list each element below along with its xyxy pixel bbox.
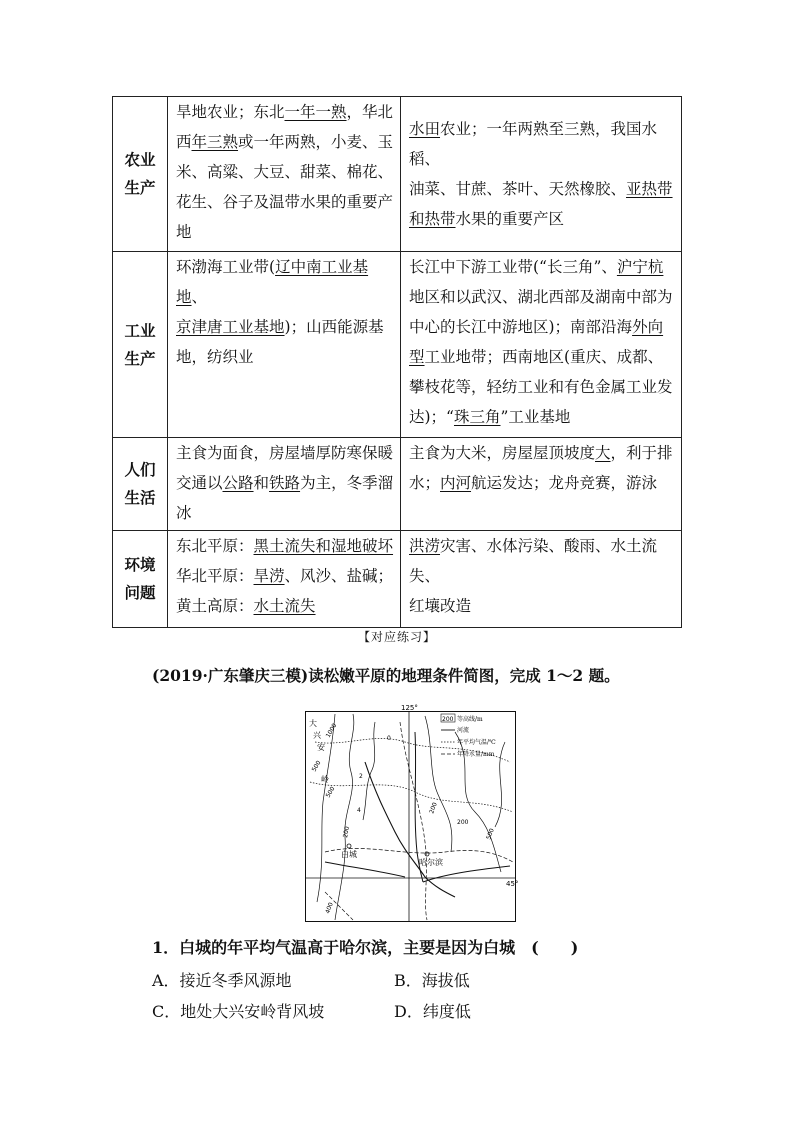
north-cell (168, 252, 401, 438)
text-segment: 水； (409, 474, 441, 492)
cell-line (176, 217, 394, 247)
intro-text: (2019·广东肇庆三模)读松嫩平原的地理条件简图，完成 1～2 题。 (152, 666, 620, 685)
underlined-term: 铁路 (269, 474, 301, 492)
text-segment: 交通以 (176, 474, 223, 492)
section-label: 【对应练习】 (357, 630, 436, 644)
text-segment: 农业；一年两熟至三熟，我国水稻、 (409, 120, 658, 168)
comparison-table (112, 96, 682, 628)
text-segment: 和 (253, 474, 270, 492)
text-segment: 西 (176, 133, 192, 151)
text-segment: 或一年两熟，小麦、玉 (238, 133, 394, 151)
cell-line (176, 438, 394, 468)
cell-line (176, 157, 394, 187)
text-segment: 工业地带；西南地区(重庆、成都、 (424, 348, 664, 366)
table-row (113, 438, 682, 531)
longitude-label: 125° (401, 704, 418, 712)
underlined-term: 水土流失 (253, 597, 316, 615)
cell-line (409, 468, 675, 498)
row-header-line: 工业 (124, 320, 156, 340)
mountain-char-4: 岭 (321, 775, 329, 784)
text-segment: 中心的长江中游地区)；南部沿海 (409, 318, 633, 336)
cell-line (176, 591, 394, 621)
underlined-term: 辽中南工业基地 (176, 258, 369, 306)
songnen-plain-map (305, 702, 523, 922)
row-header-line: 生活 (124, 488, 156, 507)
option-c[interactable]: C．地处大兴安岭背风坡 (152, 1002, 325, 1021)
legend-sample-value: 200 (442, 716, 454, 723)
mountain-char-2: 兴 (313, 731, 321, 740)
cell-line (176, 531, 394, 561)
cell-line (409, 531, 675, 591)
contour-label: 200 (428, 801, 439, 815)
cell-line (176, 97, 394, 127)
cell-line (409, 204, 675, 234)
temperature-label: 2 (359, 773, 363, 780)
cell-line (409, 174, 675, 204)
text-segment: 华北平原： (176, 567, 254, 585)
row-header-line: 环境 (124, 555, 156, 574)
south-cell (401, 97, 682, 252)
text-segment: 长江中下游工业带(“长三角”、 (409, 258, 617, 276)
text-segment: 米、高粱、大豆、甜菜、棉花、 (176, 163, 394, 181)
cell-line (176, 468, 394, 498)
cell-line (409, 282, 675, 312)
cell-line (176, 498, 394, 528)
text-segment: 油菜、甘蔗、茶叶、天然橡胶、 (409, 180, 627, 198)
cell-line (176, 561, 394, 591)
city-baicheng: 白城 (341, 850, 357, 859)
text-segment: 主食为大米，房屋屋顶坡度 (409, 444, 596, 462)
row-header-line: 人们 (124, 460, 156, 479)
temperature-label: 4 (357, 807, 361, 814)
underlined-term: 沪宁杭 (616, 258, 664, 276)
row-header-line: 生产 (124, 178, 156, 197)
option-d[interactable]: D．纬度低 (394, 1002, 471, 1021)
text-segment: ，华北 (346, 103, 394, 121)
underlined-term: 珠三角 (453, 408, 501, 426)
text-segment: 灾害、水体污染、酸雨、水土流失、 (409, 537, 658, 585)
underlined-term: 大 (595, 444, 611, 462)
south-cell (401, 438, 682, 531)
text-segment: 地 (176, 223, 192, 241)
underlined-term: 黑土流失和湿地破坏 (253, 537, 394, 555)
text-segment: 东北平原： (176, 537, 254, 555)
cell-line (176, 187, 394, 217)
text-segment: 环渤海工业带( (176, 258, 276, 276)
underlined-term: 一年一熟 (284, 103, 347, 121)
text-segment: 冰 (176, 504, 192, 522)
text-segment: ”工业基地 (500, 408, 571, 426)
text-segment: 旱地农业；东北 (176, 103, 285, 121)
text-segment: 主食为面食，房屋墙厚防寒保暖 (176, 444, 394, 462)
legend-contour: 等高线/m (457, 716, 483, 723)
underlined-term: 水田 (409, 120, 441, 138)
text-segment: 、风沙、盐碱； (284, 567, 394, 585)
temperature-label: 0 (387, 735, 391, 742)
mountain-char-1: 大 (309, 719, 317, 728)
cell-line (409, 312, 675, 342)
underlined-term: 洪涝 (409, 537, 441, 555)
text-segment: 达)；“ (409, 408, 454, 426)
text-segment: 黄土高原： (176, 597, 254, 615)
text-segment: 红壤改造 (409, 597, 472, 615)
cell-line (409, 342, 675, 372)
text-segment: 地区和以武汉、湖北西部及湖南中部为 (409, 288, 673, 306)
text-segment: 水果的重要产区 (455, 210, 565, 228)
mountain-char-3: 安 (317, 743, 325, 752)
contour-label: 500 (324, 785, 337, 799)
cell-line (409, 402, 675, 432)
row-header (113, 97, 168, 252)
legend-temperature: 年平均气温/℃ (457, 739, 496, 746)
contour-label: 200 (457, 819, 469, 826)
contour-label: 500 (485, 827, 496, 841)
cell-line (176, 342, 394, 372)
text-segment: 地，纺织业 (176, 348, 254, 366)
underlined-term: 年三熟 (191, 133, 239, 151)
option-a[interactable]: A．接近冬季风源地 (152, 971, 292, 990)
table-row (113, 531, 682, 628)
underlined-term: 内河 (440, 474, 472, 492)
cell-line (409, 591, 675, 621)
underlined-term: 公路 (222, 474, 254, 492)
underlined-term: 京津唐工业基地 (176, 318, 285, 336)
row-header (113, 438, 168, 531)
city-harbin: 哈尔滨 (419, 858, 443, 867)
option-b[interactable]: B．海拔低 (394, 971, 470, 990)
underlined-term: 旱涝 (253, 567, 285, 585)
contour-label: 400 (324, 901, 335, 915)
cell-line (409, 438, 675, 468)
cell-line (176, 312, 394, 342)
text-segment: 航运发达；龙舟竞赛，游泳 (471, 474, 658, 492)
cell-line (176, 127, 394, 157)
north-cell (168, 438, 401, 531)
underlined-term: 和热带 (409, 210, 456, 228)
cell-line (409, 114, 675, 174)
underlined-term: 亚热带 (626, 180, 673, 198)
text-segment: )；山西能源基 (284, 318, 384, 336)
cell-line (409, 372, 675, 402)
contour-label: 1000 (324, 722, 339, 739)
text-segment: 、 (191, 288, 208, 306)
south-cell (401, 252, 682, 438)
row-header (113, 531, 168, 628)
north-cell (168, 531, 401, 628)
underlined-term: 型 (409, 348, 425, 366)
underlined-term: 外向 (632, 318, 664, 336)
row-header-line: 农业 (124, 150, 156, 169)
text-segment: 攀枝花等，轻纺工业和有色金属工业发 (409, 378, 673, 396)
north-cell (168, 97, 401, 252)
text-segment: 为主，冬季溜 (300, 474, 394, 492)
legend-river: 河流 (457, 727, 470, 734)
text-segment: ，利于排 (610, 444, 673, 462)
contour-label: 200 (342, 825, 351, 839)
cell-line (176, 252, 394, 312)
cell-line (409, 252, 675, 282)
text-segment: 花生、谷子及温带水果的重要产 (176, 193, 394, 211)
latitude-label: 45° (506, 880, 519, 888)
question-1: 1．白城的年平均气温高于哈尔滨，主要是因为白城 ( ) (152, 938, 579, 957)
south-cell (401, 531, 682, 628)
contour-label: 500 (310, 759, 323, 773)
row-header (113, 252, 168, 438)
legend-precipitation: 年降水量/mm (457, 751, 495, 758)
table-row (113, 97, 682, 252)
table-row (113, 252, 682, 438)
row-header-line: 问题 (124, 583, 156, 602)
row-header-line: 生产 (124, 348, 156, 368)
